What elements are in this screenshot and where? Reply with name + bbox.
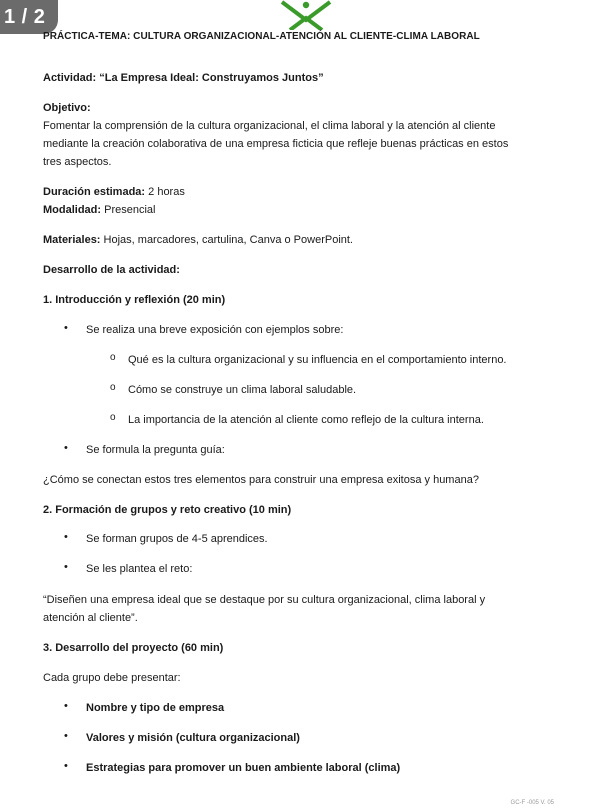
list-item: Se formula la pregunta guía: bbox=[86, 444, 225, 456]
materials-label: Materiales: bbox=[43, 234, 101, 246]
section3-intro: Cada grupo debe presentar: bbox=[43, 672, 181, 684]
bullet-icon: • bbox=[64, 700, 68, 712]
circle-bullet-icon: o bbox=[110, 412, 116, 423]
sub-list-item: Qué es la cultura organizacional y su influencia en el comportamiento interno. bbox=[128, 354, 507, 366]
footer-code: GC-F -005 V. 05 bbox=[510, 800, 554, 806]
duration-row bbox=[43, 184, 185, 201]
page-indicator: 1 / 2 bbox=[0, 0, 58, 34]
section3-title: 3. Desarrollo del proyecto (60 min) bbox=[43, 642, 224, 654]
section2-title: 2. Formación de grupos y reto creativo (10 min) bbox=[43, 504, 292, 516]
activity-title: Actividad: “La Empresa Ideal: Construyamos Juntos” bbox=[43, 72, 324, 84]
circle-bullet-icon: o bbox=[110, 382, 116, 393]
bullet-icon: • bbox=[64, 561, 68, 573]
list-item: Estrategias para promover un buen ambiente laboral (clima) bbox=[86, 762, 401, 774]
duration-label: Duración estimada: bbox=[43, 186, 146, 198]
document-header: PRÁCTICA-TEMA: CULTURA ORGANIZACIONAL-ATENCIÓN AL CLIENTE-CLIMA LABORAL bbox=[43, 31, 480, 42]
bullet-icon: • bbox=[64, 442, 68, 454]
development-title: Desarrollo de la actividad: bbox=[43, 264, 180, 276]
objective-line: mediante la creación colaborativa de una empresa ficticia que refleje buenas prácticas en estos bbox=[43, 138, 509, 150]
duration-value: 2 horas bbox=[145, 186, 185, 198]
modality-value: Presencial bbox=[101, 204, 156, 216]
objective-line: tres aspectos. bbox=[43, 156, 112, 168]
list-item: Se les plantea el reto: bbox=[86, 563, 193, 575]
bullet-icon: • bbox=[64, 730, 68, 742]
bullet-icon: • bbox=[64, 531, 68, 543]
list-item: Valores y misión (cultura organizacional) bbox=[86, 732, 300, 744]
objective-line: Fomentar la comprensión de la cultura organizacional, el clima laboral y la atención al cliente bbox=[43, 120, 496, 132]
challenge-line: atención al cliente”. bbox=[43, 612, 138, 624]
list-item: Nombre y tipo de empresa bbox=[86, 702, 225, 714]
bullet-icon: • bbox=[64, 760, 68, 772]
modality-row bbox=[43, 202, 155, 219]
sub-list-item: La importancia de la atención al cliente como reflejo de la cultura interna. bbox=[128, 414, 484, 426]
section1-title: 1. Introducción y reflexión (20 min) bbox=[43, 294, 226, 306]
modality-label: Modalidad: bbox=[43, 204, 102, 216]
materials-value: Hojas, marcadores, cartulina, Canva o PowerPoint. bbox=[100, 234, 353, 246]
bullet-icon: • bbox=[64, 322, 68, 334]
objective-label: Objetivo: bbox=[43, 102, 91, 114]
sena-logo-icon bbox=[278, 0, 334, 30]
list-item: Se forman grupos de 4-5 aprendices. bbox=[86, 533, 268, 545]
sub-list-item: Cómo se construye un clima laboral saludable. bbox=[128, 384, 357, 396]
list-item: Se realiza una breve exposición con ejemplos sobre: bbox=[86, 324, 344, 336]
challenge-line: “Diseñen una empresa ideal que se destaque por su cultura organizacional, clima laboral y bbox=[43, 594, 486, 606]
circle-bullet-icon: o bbox=[110, 352, 116, 363]
materials-row bbox=[43, 232, 353, 249]
guiding-question: ¿Cómo se conectan estos tres elementos para construir una empresa exitosa y humana? bbox=[43, 474, 479, 486]
